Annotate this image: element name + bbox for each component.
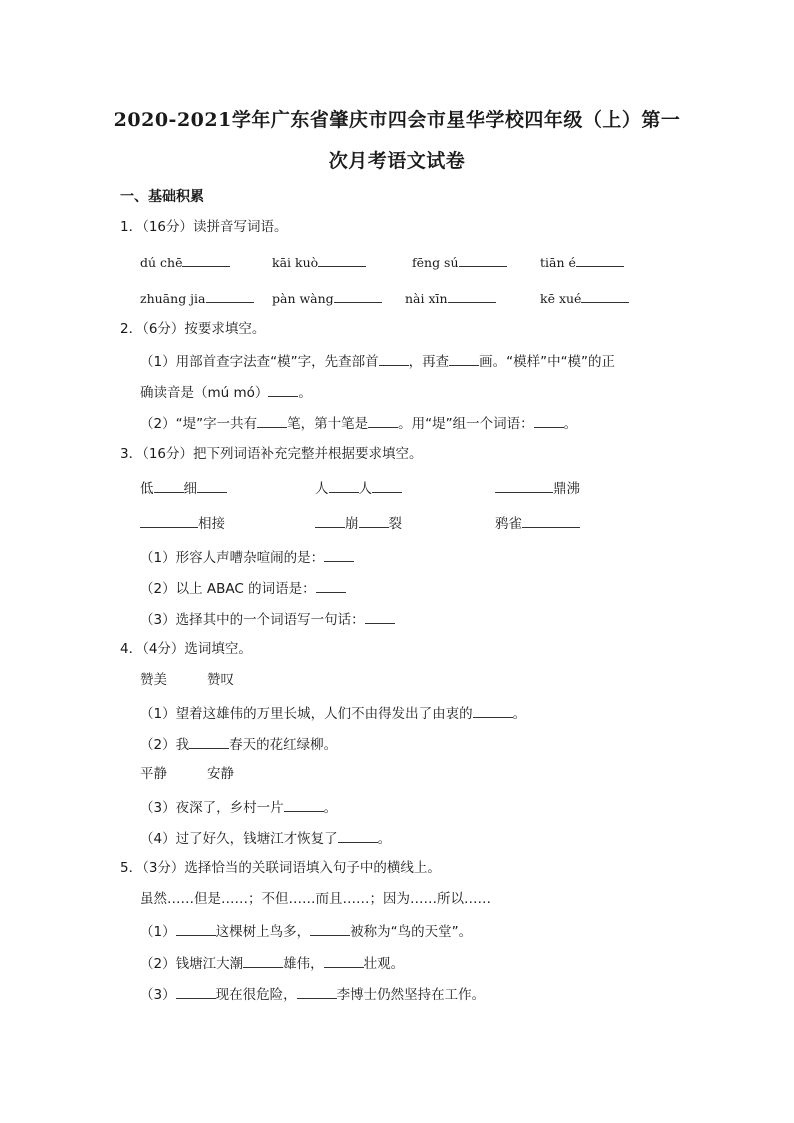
answer-blank[interactable]: [154, 478, 184, 493]
word-choice-a: 赞美: [140, 672, 167, 688]
text: 笔，第十笔是: [287, 416, 369, 432]
answer-blank[interactable]: [176, 921, 216, 936]
question-3-label: 3．（16分）把下列词语补充完整并根据要求填空。: [120, 446, 423, 462]
text: （1）用部首查字法查“模”字，先查部首: [140, 354, 379, 370]
answer-blank[interactable]: [576, 252, 624, 267]
pinyin-text: fēng sú: [412, 255, 459, 270]
pinyin-text: kē xué: [540, 291, 582, 306]
answer-blank[interactable]: [316, 578, 346, 593]
text: （1）: [140, 924, 176, 940]
text: 现在很危险，: [215, 987, 297, 1003]
answer-blank[interactable]: [581, 288, 629, 303]
question-5-label: 5．（3分）选择恰当的关联词语填入句子中的横线上。: [120, 860, 441, 876]
page-title: 2020-2021学年广东省肇庆市四会市星华学校四年级（上）第一: [113, 109, 681, 131]
text: 。: [563, 416, 578, 432]
text: 。: [298, 385, 312, 401]
text: 鼎沸: [553, 481, 580, 497]
question-4-label: 4．（4分）选词填空。: [120, 641, 252, 657]
answer-blank[interactable]: [297, 984, 337, 999]
text: 被称为“鸟的天堂”。: [350, 924, 473, 940]
text: 人: [358, 481, 372, 497]
text: 壮观。: [363, 956, 405, 972]
question-2-part-1: [140, 351, 615, 371]
text: 画。“模样”中“模”的正: [479, 354, 616, 370]
text: 人: [315, 481, 329, 497]
text: （3）选择其中的一个词语写一句话：: [140, 612, 365, 628]
page-title-continued: 次月考语文试卷: [328, 150, 466, 172]
text: 。: [323, 800, 338, 816]
pinyin-text: pàn wàng: [272, 291, 334, 306]
text: 。: [377, 831, 392, 847]
pinyin-item: [272, 288, 382, 308]
pinyin-item: [412, 252, 507, 272]
text: 细: [183, 481, 197, 497]
pinyin-item: [140, 252, 230, 272]
pinyin-text: zhuāng jia: [140, 291, 206, 306]
idiom-item: [315, 513, 402, 533]
text: ，再查: [408, 354, 450, 370]
idiom-item: [315, 478, 402, 498]
answer-blank[interactable]: [522, 513, 580, 528]
pinyin-text: dú chē: [140, 255, 183, 270]
text: 这棵树上鸟多，: [215, 924, 311, 940]
question-3-sub-2: [140, 578, 346, 598]
answer-blank[interactable]: [243, 953, 283, 968]
answer-blank[interactable]: [534, 413, 564, 428]
answer-blank[interactable]: [318, 252, 366, 267]
pinyin-item: [540, 288, 629, 308]
answer-blank[interactable]: [368, 413, 398, 428]
text: （4）过了好久，钱塘江才恢复了: [140, 831, 338, 847]
answer-blank[interactable]: [449, 351, 479, 366]
text: 相接: [198, 516, 225, 532]
question-2-part-2: [140, 413, 577, 433]
text: （3）夜深了，乡村一片: [140, 800, 284, 816]
answer-blank[interactable]: [365, 609, 395, 624]
pinyin-item: [540, 252, 624, 272]
question-4-sub-3: [140, 797, 337, 817]
answer-blank[interactable]: [189, 734, 229, 749]
answer-blank[interactable]: [329, 478, 359, 493]
answer-blank[interactable]: [315, 513, 345, 528]
idiom-item: [495, 513, 580, 533]
section-heading: 一、基础积累: [120, 189, 204, 205]
question-3-sub-3: [140, 609, 395, 629]
answer-blank[interactable]: [473, 703, 513, 718]
answer-blank[interactable]: [338, 828, 378, 843]
answer-blank[interactable]: [182, 252, 230, 267]
question-5-sub-1: [140, 921, 472, 941]
text: （1）望着这雄伟的万里长城，人们不由得发出了由衷的: [140, 706, 473, 722]
conjunction-options: 虽然……但是……；不但……而且……；因为……所以……: [140, 891, 491, 907]
idiom-item: [140, 478, 227, 498]
answer-blank[interactable]: [324, 953, 364, 968]
text: 低: [140, 481, 154, 497]
answer-blank[interactable]: [372, 478, 402, 493]
answer-blank[interactable]: [197, 478, 227, 493]
pinyin-item: [405, 288, 496, 308]
text: 春天的花红绿柳。: [229, 737, 338, 753]
idiom-item: [495, 478, 580, 498]
pinyin-text: tiān é: [540, 255, 576, 270]
pinyin-text: kāi kuò: [272, 255, 319, 270]
question-4-sub-4: [140, 828, 391, 848]
word-choice-b: 安静: [207, 766, 234, 782]
answer-blank[interactable]: [310, 921, 350, 936]
question-2-part-1-cont: [140, 382, 312, 402]
answer-blank[interactable]: [495, 478, 553, 493]
text: 。: [512, 706, 527, 722]
text: （2）我: [140, 737, 190, 753]
answer-blank[interactable]: [140, 513, 198, 528]
text: （2）钱塘江大潮: [140, 956, 244, 972]
question-4-sub-1: [140, 703, 526, 723]
answer-blank[interactable]: [176, 984, 216, 999]
text: （1）形容人声嘈杂喧闹的是：: [140, 550, 325, 566]
answer-blank[interactable]: [448, 288, 496, 303]
text: 裂: [388, 516, 402, 532]
text: 李博士仍然坚持在工作。: [336, 987, 486, 1003]
answer-blank[interactable]: [284, 797, 324, 812]
answer-blank[interactable]: [324, 547, 354, 562]
question-2-label: 2．（6分）按要求填空。: [120, 321, 266, 337]
pinyin-text: nài xīn: [405, 291, 448, 306]
question-5-sub-2: [140, 953, 404, 973]
answer-blank[interactable]: [257, 413, 287, 428]
text: （2）以上 ABAC 的词语是：: [140, 581, 316, 597]
pinyin-item: [140, 288, 254, 308]
question-5-sub-3: [140, 984, 485, 1004]
text: 雄伟，: [283, 956, 324, 972]
answer-blank[interactable]: [359, 513, 389, 528]
text: 确读音是（mú mó）: [140, 385, 269, 401]
answer-blank[interactable]: [268, 382, 298, 397]
text: 鸦雀: [495, 516, 522, 532]
question-4-sub-2: [140, 734, 337, 754]
pinyin-item: [272, 252, 366, 272]
answer-blank[interactable]: [206, 288, 254, 303]
text: （2）“堤”字一共有: [140, 416, 258, 432]
text: 。用“堤”组一个词语：: [398, 416, 534, 432]
question-3-sub-1: [140, 547, 354, 567]
idiom-item: [140, 513, 225, 533]
answer-blank[interactable]: [379, 351, 409, 366]
word-choice-a: 平静: [140, 766, 167, 782]
word-choice-b: 赞叹: [207, 672, 234, 688]
question-1-label: 1．（16分）读拼音写词语。: [120, 219, 288, 235]
text: 崩: [345, 516, 359, 532]
answer-blank[interactable]: [334, 288, 382, 303]
answer-blank[interactable]: [459, 252, 507, 267]
text: （3）: [140, 987, 176, 1003]
